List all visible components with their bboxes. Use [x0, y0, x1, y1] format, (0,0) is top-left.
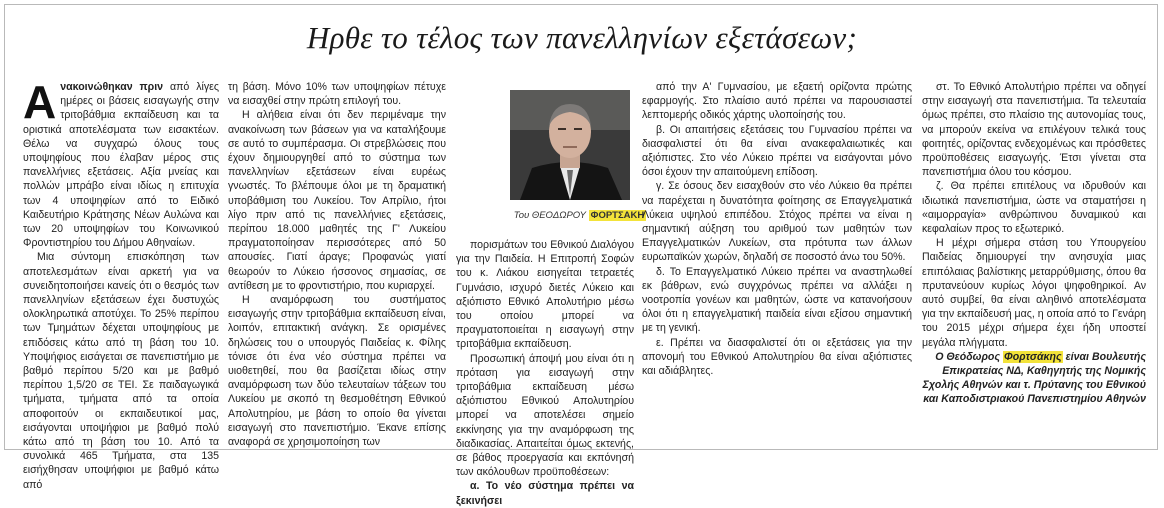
signature-suffix: είναι Βουλευτής Επικρατείας ΝΔ, Καθηγητής της Νομικής Σχολής Αθηνών και τ. Πρύτανης του Εθνικού και Καποδιστριακού Πανεπιστημίου Αθηνών: [922, 350, 1146, 405]
dropcap: Α: [23, 76, 57, 128]
paragraph: τη βάση. Μόνο 10% των υποψηφίων πέτυχε να εισαχθεί στην πρώτη επιλογή του.: [228, 81, 446, 108]
author-signature: [922, 350, 1146, 406]
paragraph-point-z: ζ. Θα πρέπει επιτέλους να ιδρυθούν και ιδιωτικά πανεπιστήμια, ώστε να σταματήσει η «αιμορραγία» ανθρώπινου δυναμικού και κεφαλαίων προς το εξωτερικό.: [922, 180, 1146, 236]
signature-name-highlight: Φορτσάκης: [1004, 350, 1062, 363]
paragraph: Η μέχρι σήμερα στάση του Υπουργείου Παιδείας δημιουργεί την ανησυχία μιας επιπόλαιας βαλίστικης μεταρρύθμισης, όπου θα πρυτανεύουν κυρίως λόγοι ψηφοθηρικοί. Αν αυτό συμβεί, θα είναι αληθινό αποτελέσματα για την εκπαίδευσή μας, η οποία από το Γενάρη του 2015 μέχρι σήμερα έχει ήδη υποστεί μεγάλα πλήγματα.: [922, 237, 1146, 349]
paragraph-point-c: γ. Σε όσους δεν εισαχθούν στο νέο Λύκειο θα πρέπει να παρέχεται η δυνατότητα φοίτησης σε Επαγγελματικά Λύκεια υψηλού επιπέδου. Στόχος πρέπει να είναι η σημαντική αύξηση του αριθμού των μαθητών των Επαγγελματικών Λυκείων, στα πρότυπα των άλλων ευρωπαϊκών χωρών, δηλαδή σε ποσοστό άνω του 50%.: [642, 180, 912, 264]
paragraph-point-st: στ. Το Εθνικό Απολυτήριο πρέπει να οδηγεί στην εισαγωγή στα πανεπιστήμια. Τα τελευταία όμως πρέπει, στο πλαίσιο της αυτονομίας τους, να μπορούν εκείνα να επιλέγουν τελικά τους φοιτητές, ορίζοντας ενδεχομένως και πρόσθετες προϋποθέσεις εισαγωγής. Έτσι γίνεται στα πανεπιστήμια όλου του κόσμου.: [922, 81, 1146, 179]
column-3-lower: [456, 238, 634, 508]
lead-bold: νακοινώθηκαν πριν: [60, 81, 164, 93]
paragraph: Μια σύντομη επισκόπηση των αποτελεσμάτων είναι αρκετή για να συνειδητοποιήσει κανείς ότι ο θεσμός των πανελληνίων εξετάσεων έχει δυστυχώς ολοκληρωτικά αποτύχει. Το 25% περίπου των Τμημάτων δέχεται υποψηφίους με επιδόσεις κάτω από τη βάση του 10. Υποψήφιος εισάγεται σε πανεπιστήμιο με βαθμό περίπου 5/20 και με βαθμό περίπου 1,5/20 σε ΤΕΙ. Σε παιδαγωγικά τμήματα, τμήματα από τα οποία αποφοιτούν οι εκπαιδευτικοί μας, εισάγονται υποψήφιοι με βαθμό πολύ κάτω από τη βάση του 10. Από τα συνολικά 465 Τμήματα, στα 135 εισήχθησαν υποψήφιοι με βαθμό κάτω από: [23, 251, 219, 491]
paragraph: Η αναμόρφωση του συστήματος εισαγωγής στην τριτοβάθμια εκπαίδευση είναι, λοιπόν, επιτακτική ανάγκη. Σε ορισμένες δηλώσεις του ο υπουργός Παιδείας κ. Φίλης τόνισε ότι ένα νέο σύστημα πρέπει να υιοθετηθεί, που θα βασίζεται ιδίως στην αναμόρφωση των δύο τελευταίων τάξεων του Λυκείου με σκοπό τη θεσμοθέτηση Εθνικού Απολυτηρίου, με βάση το οποίο θα γίνεται εισαγωγή στο πανεπιστήμιο. Έκανε επίσης αναφορά σε χρησιμοποίηση των: [228, 294, 446, 449]
caption-name-highlight: ΦΟΡΤΣΑΚΗ: [590, 210, 645, 221]
paragraph: Προσωπική άποψή μου είναι ότι η πρόταση για εισαγωγή στην τριτοβάθμια εκπαίδευση μέσω αξιόπιστου Εθνικού Απολυτηρίου μπορεί να αποτελέσει σημείο εκκίνησης για την αναμόρφωση της διαδικασίας. Απαιτείται όμως εκτενής, σε βάθος προεργασία και εκπόνησή των ακόλουθων προϋποθέσεων:: [456, 352, 634, 479]
paragraph: πορισμάτων του Εθνικού Διαλόγου για την Παιδεία. Η Επιτροπή Σοφών του κ. Λιάκου εισηγείται τετραετές Γυμνάσιο, ισχυρό διετές Λύκειο και αξιόπιστο Εθνικό Απολυτήριο μέσω του οποίου μπορεί να πραγματοποιείται η εισαγωγή στην τριτοβάθμια εκπαίδευση.: [456, 239, 634, 351]
paragraph: από την Α' Γυμνασίου, με εξαετή ορίζοντα πρώτης εφαρμογής. Στο πλαίσιο αυτό πρέπει να παρουσιαστεί λεπτομερής οδικός χάρτης υλοποίησής του.: [642, 81, 912, 122]
column-5: [922, 80, 1146, 452]
paragraph-point-a: α. Το νέο σύστημα πρέπει να ξεκινήσει: [456, 480, 634, 507]
paragraph: [23, 76, 219, 250]
paragraph-text: από λίγες ημέρες οι βάσεις εισαγωγής στην τριτοβάθμια εκπαίδευση και τα οριστικά αποτελέσματα των εισακτέων. Θέλω να συγχαρώ όλους τους υποψηφίους που έλαβαν μέρος στις πανελλήνιες εξετάσεις. Αξία μνείας και πολλών μπράβο είναι ιδίως η επιτυχία των 4 υποψηφίων από το Ειδικό Καιδευτήριο Κράτησης Νέων Αυλώνα και των 20 υποψηφίων του Κοινωνικού Φροντιστηρίου του Δήμου Αθηναίων.: [23, 81, 219, 250]
paragraph-point-e: ε. Πρέπει να διασφαλιστεί ότι οι εξετάσεις για την απονομή του Εθνικού Απολυτηρίου θα είναι αξιόπιστες και αδιάβλητες.: [642, 336, 912, 378]
signature-prefix: Ο Θεόδωρος: [935, 350, 1003, 363]
paragraph-point-d: δ. Το Επαγγελματικό Λύκειο πρέπει να αναστηλωθεί εκ βάθρων, ενώ συγχρόνως πρέπει να αλλάξει η νοοτροπία γονέων και μαθητών, ώστε να κατανοήσουν όλοι ότι η επαγγελματική παιδεία είναι εξίσου σημαντική με τη γενική.: [642, 265, 912, 335]
paragraph-point-b: β. Οι απαιτήσεις εξετάσεις του Γυμνασίου πρέπει να διασφαλιστεί ότι θα είναι ανακεφαλαιωτικές και αξιόπιστες. Στο νέο Λύκειο πρέπει να εισάγονται μόνο όσοι έχουν την απαιτούμενη επίδοση.: [642, 123, 912, 179]
column-1: [23, 76, 219, 491]
column-4: [642, 80, 912, 378]
headline: Ηρθε το τέλος των πανελληνίων εξετάσεων;: [306, 20, 858, 55]
caption-prefix: Του ΘΕΟΔΩΡΟΥ: [513, 210, 586, 221]
paragraph: Η αλήθεια είναι ότι δεν περιμέναμε την ανακοίνωση των βάσεων για να καταλήξουμε σε αυτό το συμπέρασμα. Οι στρεβλώσεις που έχουν δημιουργηθεί από το σύστημα των πανελληνίων εξετάσεων είναι ευρέως γνωστές. Το βλέπουμε όλοι με τη δραματική υποβάθμιση του Λυκείου. Τον Απρίλιο, ήτοι λίγο πριν από τις πανελλήνιες εξετάσεις, περίπου 18.000 μαθητές της Γ' Λυκείου πραγματοποίησαν περισσότερες από 50 απουσίες. Γιατί άραγε; Προφανώς γιατί θεωρούν το Λύκειο ήσσονος σημασίας, σε αντίθεση με το φροντιστήριο, που κυριαρχεί.: [228, 109, 446, 292]
column-2: [228, 80, 446, 452]
